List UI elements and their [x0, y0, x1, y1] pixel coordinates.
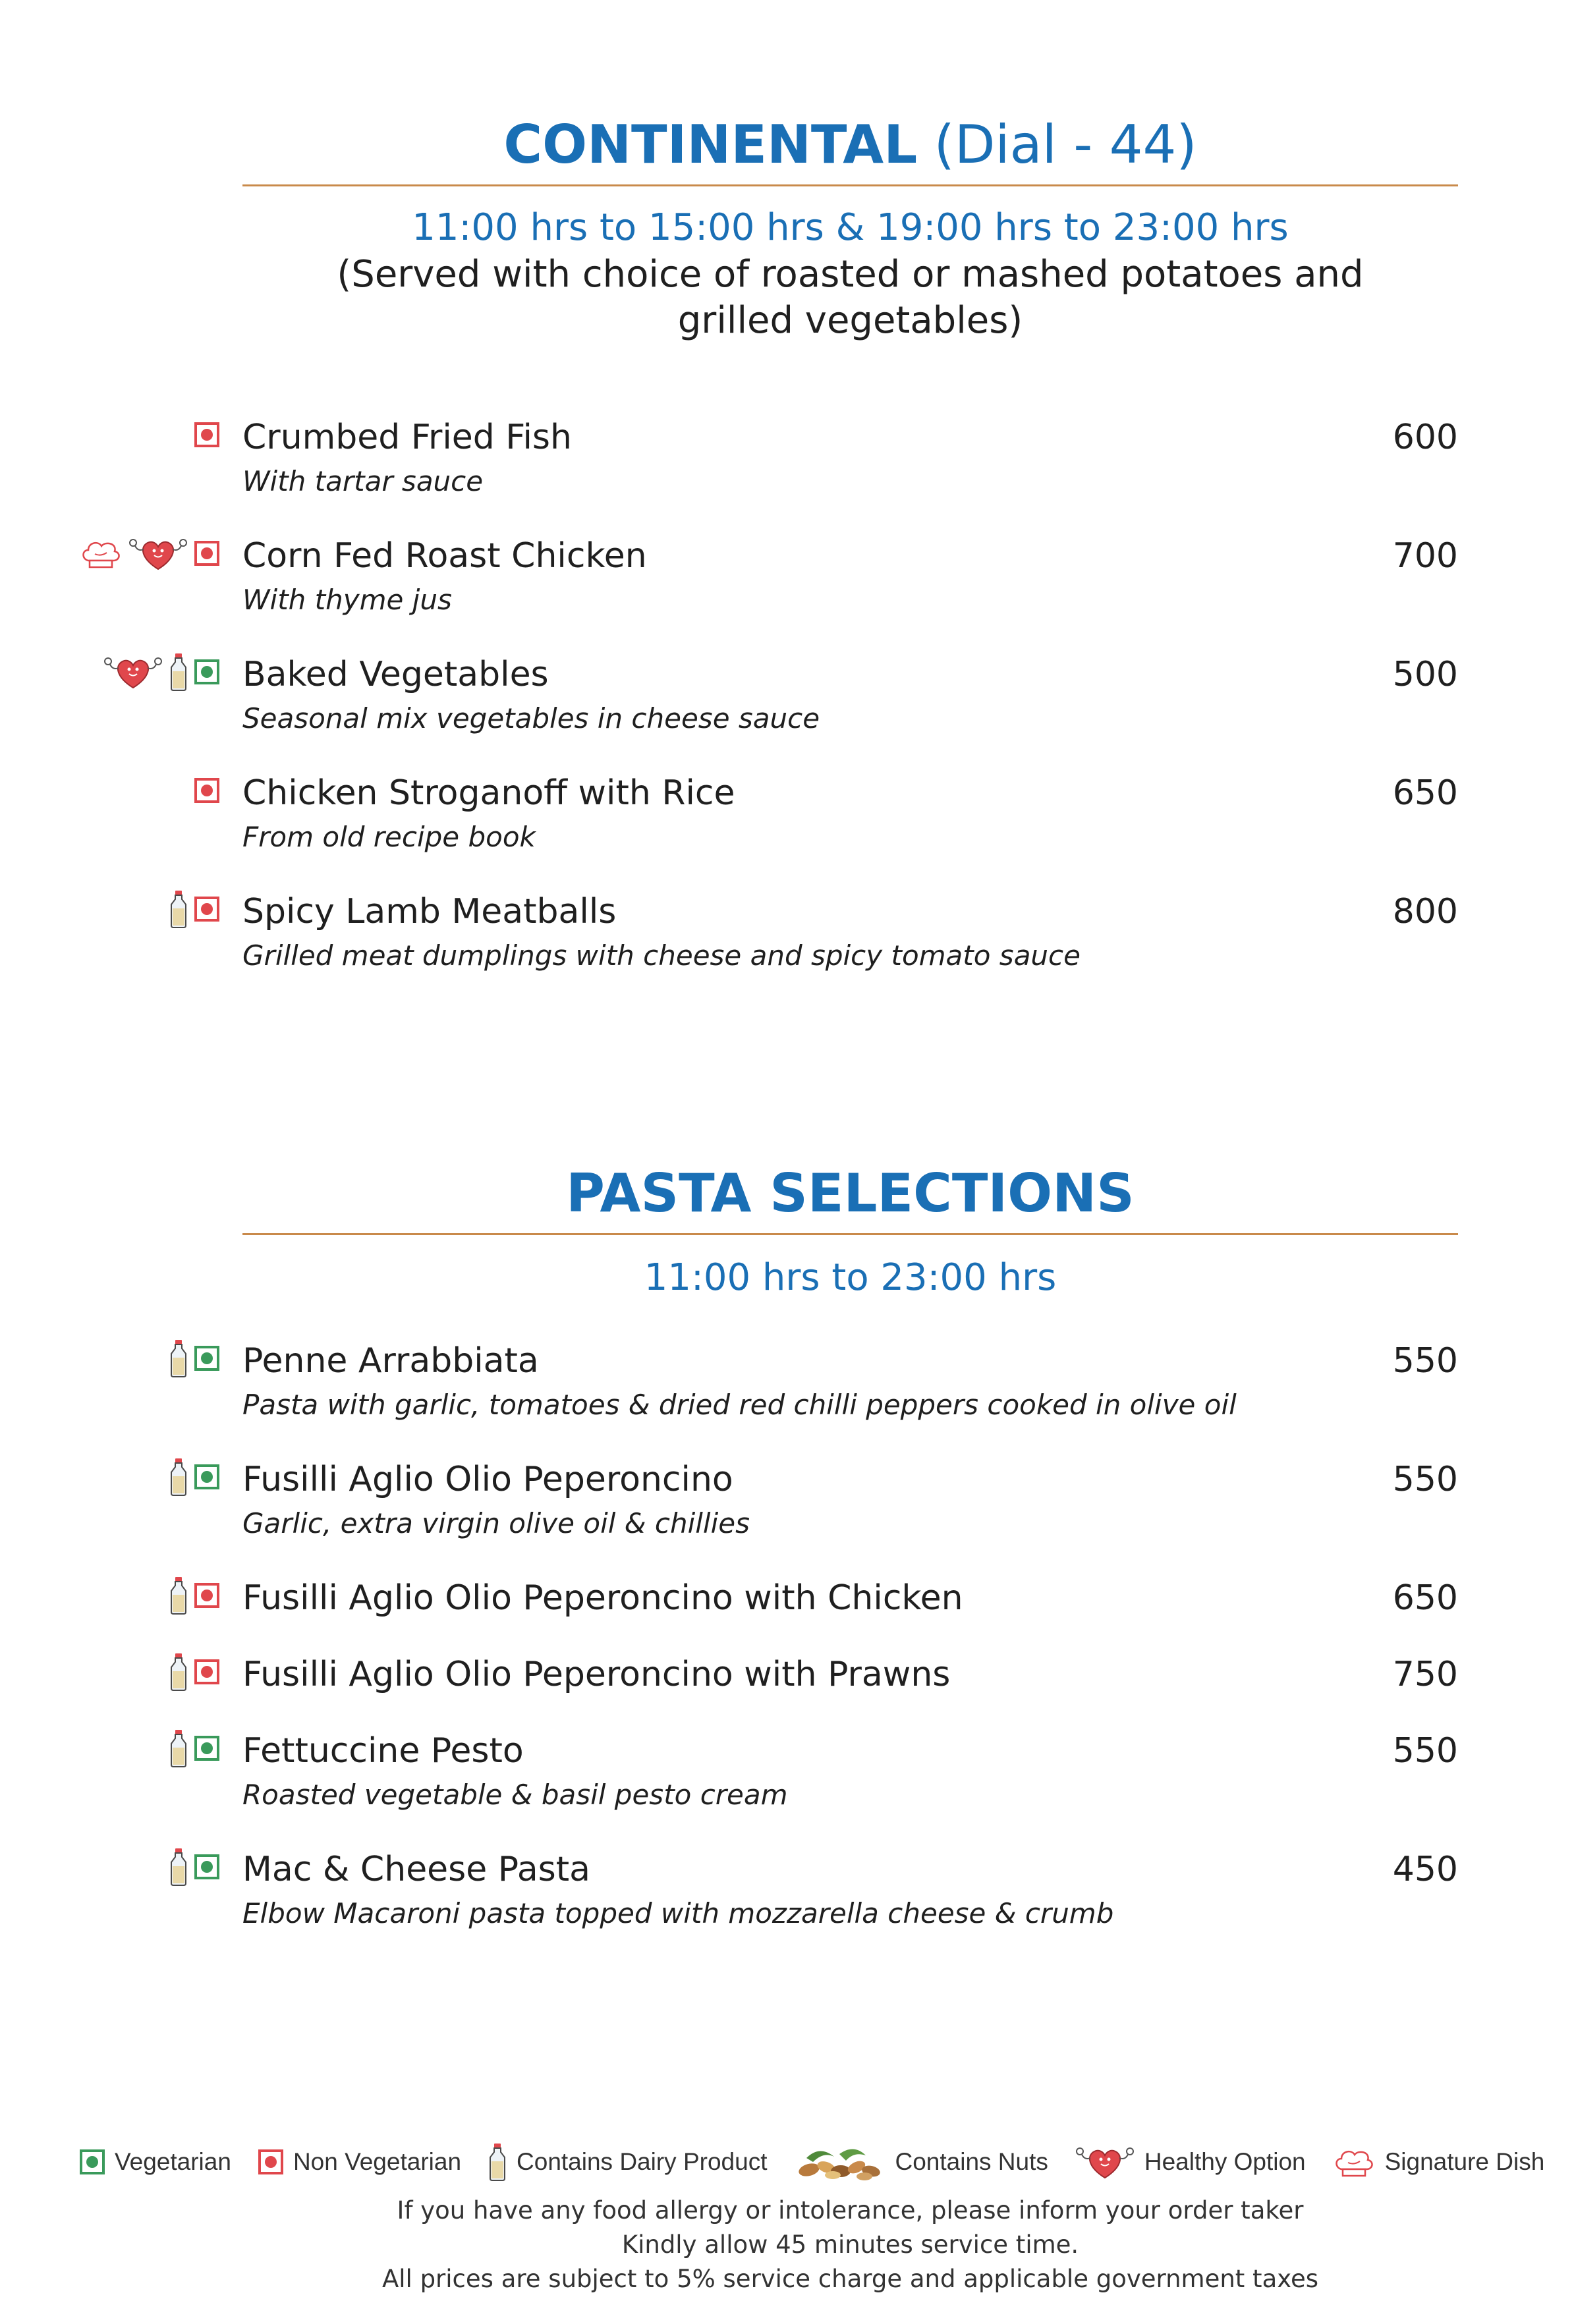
item-icons [79, 534, 220, 573]
continental-divider [242, 184, 1458, 186]
menu-item-price: 750 [1392, 1655, 1458, 1694]
item-icons [169, 889, 220, 929]
item-icons [169, 1576, 220, 1615]
continental-served-line1: (Served with choice of roasted or mashed potatoes and [337, 253, 1364, 296]
non-veg-icon [194, 896, 220, 922]
menu-item-description: From old recipe book [242, 821, 536, 853]
dairy-icon [169, 1339, 188, 1377]
menu-item-name: Penne Arrabbiata [242, 1341, 539, 1381]
legend-dairy: Contains Dairy Product [517, 2148, 768, 2175]
menu-item-description: Garlic, extra virgin olive oil & chillies [242, 1507, 750, 1539]
footer-service-time: Kindly allow 45 minutes service time. [621, 2230, 1079, 2259]
non-veg-icon [194, 1659, 220, 1685]
menu-item-price: 550 [1392, 1460, 1458, 1499]
non-veg-icon [194, 422, 220, 448]
legend-non-vegetarian: Non Vegetarian [293, 2148, 462, 2175]
signature-icon [79, 537, 123, 570]
continental-hours: 11:00 hrs to 15:00 hrs & 19:00 hrs to 23:00 hrs [412, 206, 1289, 249]
veg-icon [194, 1735, 220, 1761]
legend [79, 2136, 1545, 2188]
non-veg-icon [194, 540, 220, 567]
menu-item-price: 700 [1392, 536, 1458, 576]
dairy-icon [169, 1848, 188, 1886]
pasta-hours: 11:00 hrs to 23:00 hrs [644, 1256, 1057, 1299]
menu-item-price: 650 [1392, 1578, 1458, 1618]
nuts-icon [793, 2142, 885, 2182]
signature-icon [1332, 2145, 1376, 2178]
non-veg-icon [258, 2149, 284, 2175]
menu-item-price: 550 [1392, 1731, 1458, 1771]
continental-title-dial: (Dial - 44) [917, 114, 1197, 175]
dairy-icon [169, 890, 188, 928]
pasta-divider [242, 1233, 1458, 1235]
item-icons [169, 1729, 220, 1768]
veg-icon [194, 1854, 220, 1880]
healthy-icon [128, 535, 188, 572]
item-icons [194, 415, 220, 455]
pasta-title [242, 1163, 1458, 1224]
non-veg-icon [194, 777, 220, 804]
menu-item-description: Roasted vegetable & basil pesto cream [242, 1779, 788, 1811]
menu-item-name: Mac & Cheese Pasta [242, 1850, 591, 1889]
menu-item-name: Fusilli Aglio Olio Peperoncino with Prawns [242, 1655, 951, 1694]
menu-item-description: Seasonal mix vegetables in cheese sauce [242, 702, 820, 734]
veg-icon [194, 1464, 220, 1490]
item-icons [103, 652, 220, 692]
menu-item-name: Baked Vegetables [242, 655, 549, 694]
menu-item-price: 800 [1392, 892, 1458, 931]
menu-item-name: Corn Fed Roast Chicken [242, 536, 647, 576]
menu-item-description: With thyme jus [242, 584, 452, 616]
footer-tax-note: All prices are subject to 5% service charge and applicable government taxes [381, 2265, 1319, 2293]
healthy-icon [103, 653, 163, 690]
legend-vegetarian: Vegetarian [115, 2148, 231, 2175]
menu-item-name: Spicy Lamb Meatballs [242, 892, 617, 931]
menu-item-price: 650 [1392, 773, 1458, 813]
item-icons [169, 1652, 220, 1692]
veg-icon [194, 1345, 220, 1371]
footer-allergy-note: If you have any food allergy or intolerance, please inform your order taker [397, 2196, 1304, 2225]
item-icons [194, 771, 220, 810]
dairy-icon [169, 1653, 188, 1691]
veg-icon [79, 2149, 105, 2175]
continental-title-bold: CONTINENTAL [503, 114, 918, 175]
menu-item-price: 550 [1392, 1341, 1458, 1381]
menu-item-name: Fettuccine Pesto [242, 1731, 524, 1771]
dairy-icon [169, 1729, 188, 1767]
legend-nuts: Contains Nuts [895, 2148, 1048, 2175]
menu-item-description: Elbow Macaroni pasta topped with mozzarella cheese & crumb [242, 1897, 1114, 1929]
continental-served-line2: grilled vegetables) [677, 299, 1023, 342]
menu-item-name: Fusilli Aglio Olio Peperoncino with Chicken [242, 1578, 963, 1618]
dairy-icon [169, 1576, 188, 1615]
item-icons [169, 1457, 220, 1497]
dairy-icon [488, 2143, 507, 2181]
menu-item-name: Chicken Stroganoff with Rice [242, 773, 735, 813]
item-icons [169, 1339, 220, 1378]
pasta-title-text: PASTA SELECTIONS [566, 1163, 1135, 1224]
healthy-icon [1075, 2144, 1135, 2180]
menu-item-price: 450 [1392, 1850, 1458, 1889]
continental-title [242, 114, 1458, 175]
menu-item-name: Crumbed Fried Fish [242, 418, 572, 457]
menu-item-description: Pasta with garlic, tomatoes & dried red chilli peppers cooked in olive oil [242, 1389, 1237, 1421]
dairy-icon [169, 653, 188, 691]
veg-icon [194, 659, 220, 685]
menu-item-name: Fusilli Aglio Olio Peperoncino [242, 1460, 733, 1499]
menu-item-price: 500 [1392, 655, 1458, 694]
dairy-icon [169, 1458, 188, 1496]
menu-item-description: Grilled meat dumplings with cheese and spicy tomato sauce [242, 939, 1081, 972]
item-icons [169, 1847, 220, 1887]
menu-item-description: With tartar sauce [242, 465, 484, 497]
non-veg-icon [194, 1582, 220, 1609]
legend-healthy: Healthy Option [1144, 2148, 1306, 2175]
menu-item-price: 600 [1392, 418, 1458, 457]
legend-signature: Signature Dish [1384, 2148, 1545, 2175]
